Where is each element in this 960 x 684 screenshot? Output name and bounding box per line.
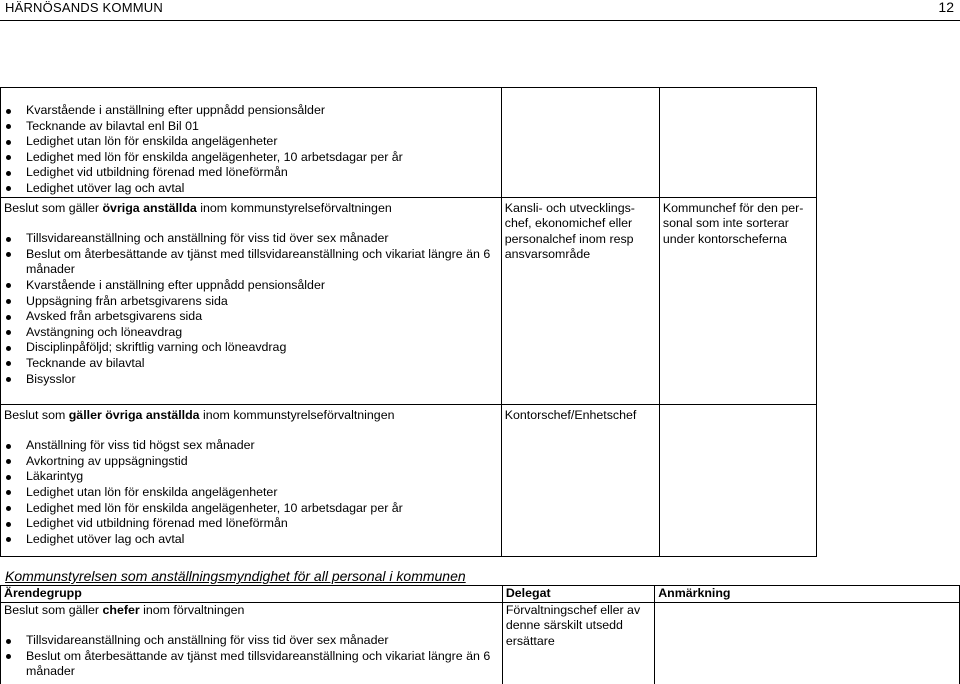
list-item: Läkarintyg — [4, 469, 498, 485]
list-item: Beslut om återbesättande av tjänst med tillsvidareanställning och vikariat längre än 6 månader — [4, 649, 499, 680]
list-item: Ledighet utan lön för enskilda angelägenheter — [4, 134, 498, 150]
list-item: Tillsvidareanställning och anställning för viss tid över sex månader — [4, 633, 499, 649]
delegat-cell — [501, 404, 659, 556]
list-item: Ledighet med lön för enskilda angelägenheter, 10 arbetsdagar per år — [4, 501, 498, 517]
list-item: Avstängning och löneavdrag — [4, 325, 498, 341]
bullet-list — [4, 103, 498, 197]
anmarkning-cell — [659, 197, 816, 404]
delegation-table-personnel — [0, 585, 960, 684]
list-item: Kvarstående i anställning efter uppnådd pensionsålder — [4, 103, 498, 119]
bullet-list — [4, 438, 498, 547]
list-item: Ledighet utöver lag och avtal — [4, 532, 498, 548]
delegat-text: Kansli- och utvecklings-chef, ekonomichef eller personalchef inom resp ansvarsområde — [504, 200, 635, 262]
list-item: Avsked från arbetsgivarens sida — [4, 309, 498, 325]
list-item: Bisysslor — [4, 372, 498, 388]
list-item: Avkortning av uppsägningstid — [4, 454, 498, 470]
delegat-cell — [501, 88, 659, 198]
table-row — [1, 404, 817, 556]
anmarkning-cell — [659, 404, 816, 556]
list-item: Disciplinpåföljd; skriftlig varning och löneavdrag — [4, 340, 498, 356]
bullet-list — [4, 633, 499, 680]
table-row — [1, 197, 817, 404]
header-rule — [0, 20, 960, 21]
list-item: Ledighet vid utbildning förenad med löneförmån — [4, 516, 498, 532]
column-header-anmarkning: Anmärkning — [655, 586, 960, 603]
row-heading: Beslut som gäller övriga anställda inom kommunstyrelseförvaltningen — [4, 407, 395, 422]
row-heading: Beslut som gäller chefer inom förvaltningen — [4, 602, 245, 617]
list-item: Ledighet vid utbildning förenad med löneförmån — [4, 165, 498, 181]
table-row — [1, 602, 960, 684]
anmarkning-cell — [659, 88, 816, 198]
list-item: Ledighet utöver lag och avtal — [4, 181, 498, 197]
row-heading: Beslut som gäller övriga anställda inom kommunstyrelseförvaltningen — [4, 200, 392, 215]
list-item: Anställning för viss tid högst sex månader — [4, 438, 498, 454]
list-item: Beslut om återbesättande av tjänst med tillsvidareanställning och vikariat längre än 6 månader — [4, 247, 498, 278]
section-title: Kommunstyrelsen som anställningsmyndighet för all personal i kommunen — [5, 568, 466, 584]
arendegrupp-cell — [1, 88, 502, 198]
page-number: 12 — [938, 0, 954, 15]
list-item: Uppsägning från arbetsgivarens sida — [4, 294, 498, 310]
delegat-cell — [501, 197, 659, 404]
anmarkning-text: Kommunchef för den per-sonal som inte sorterar under kontorscheferna — [662, 200, 804, 246]
anmarkning-cell — [655, 602, 960, 684]
delegation-table — [0, 87, 817, 557]
column-header-delegat: Delegat — [502, 586, 654, 603]
table-row — [1, 88, 817, 198]
list-item: Ledighet med lön för enskilda angelägenheter, 10 arbetsdagar per år — [4, 150, 498, 166]
list-item: Tecknande av bilavtal — [4, 356, 498, 372]
column-header-arendegrupp: Ärendegrupp — [1, 586, 503, 603]
arendegrupp-cell — [1, 404, 502, 556]
table-header-row — [1, 586, 960, 603]
page-header — [0, 0, 960, 20]
list-item: Ledighet utan lön för enskilda angelägenheter — [4, 485, 498, 501]
list-item: Kvarstående i anställning efter uppnådd pensionsålder — [4, 278, 498, 294]
list-item: Tecknande av bilavtal enl Bil 01 — [4, 119, 498, 135]
list-item: Tillsvidareanställning och anställning för viss tid över sex månader — [4, 231, 498, 247]
delegat-cell — [502, 602, 654, 684]
organization-name: HÄRNÖSANDS KOMMUN — [5, 0, 163, 15]
arendegrupp-cell — [1, 602, 503, 684]
delegat-text: Förvaltningschef eller av denne särskilt utsedd ersättare — [505, 602, 641, 648]
delegat-text: Kontorschef/Enhetschef — [504, 407, 637, 422]
bullet-list — [4, 231, 498, 387]
arendegrupp-cell — [1, 197, 502, 404]
